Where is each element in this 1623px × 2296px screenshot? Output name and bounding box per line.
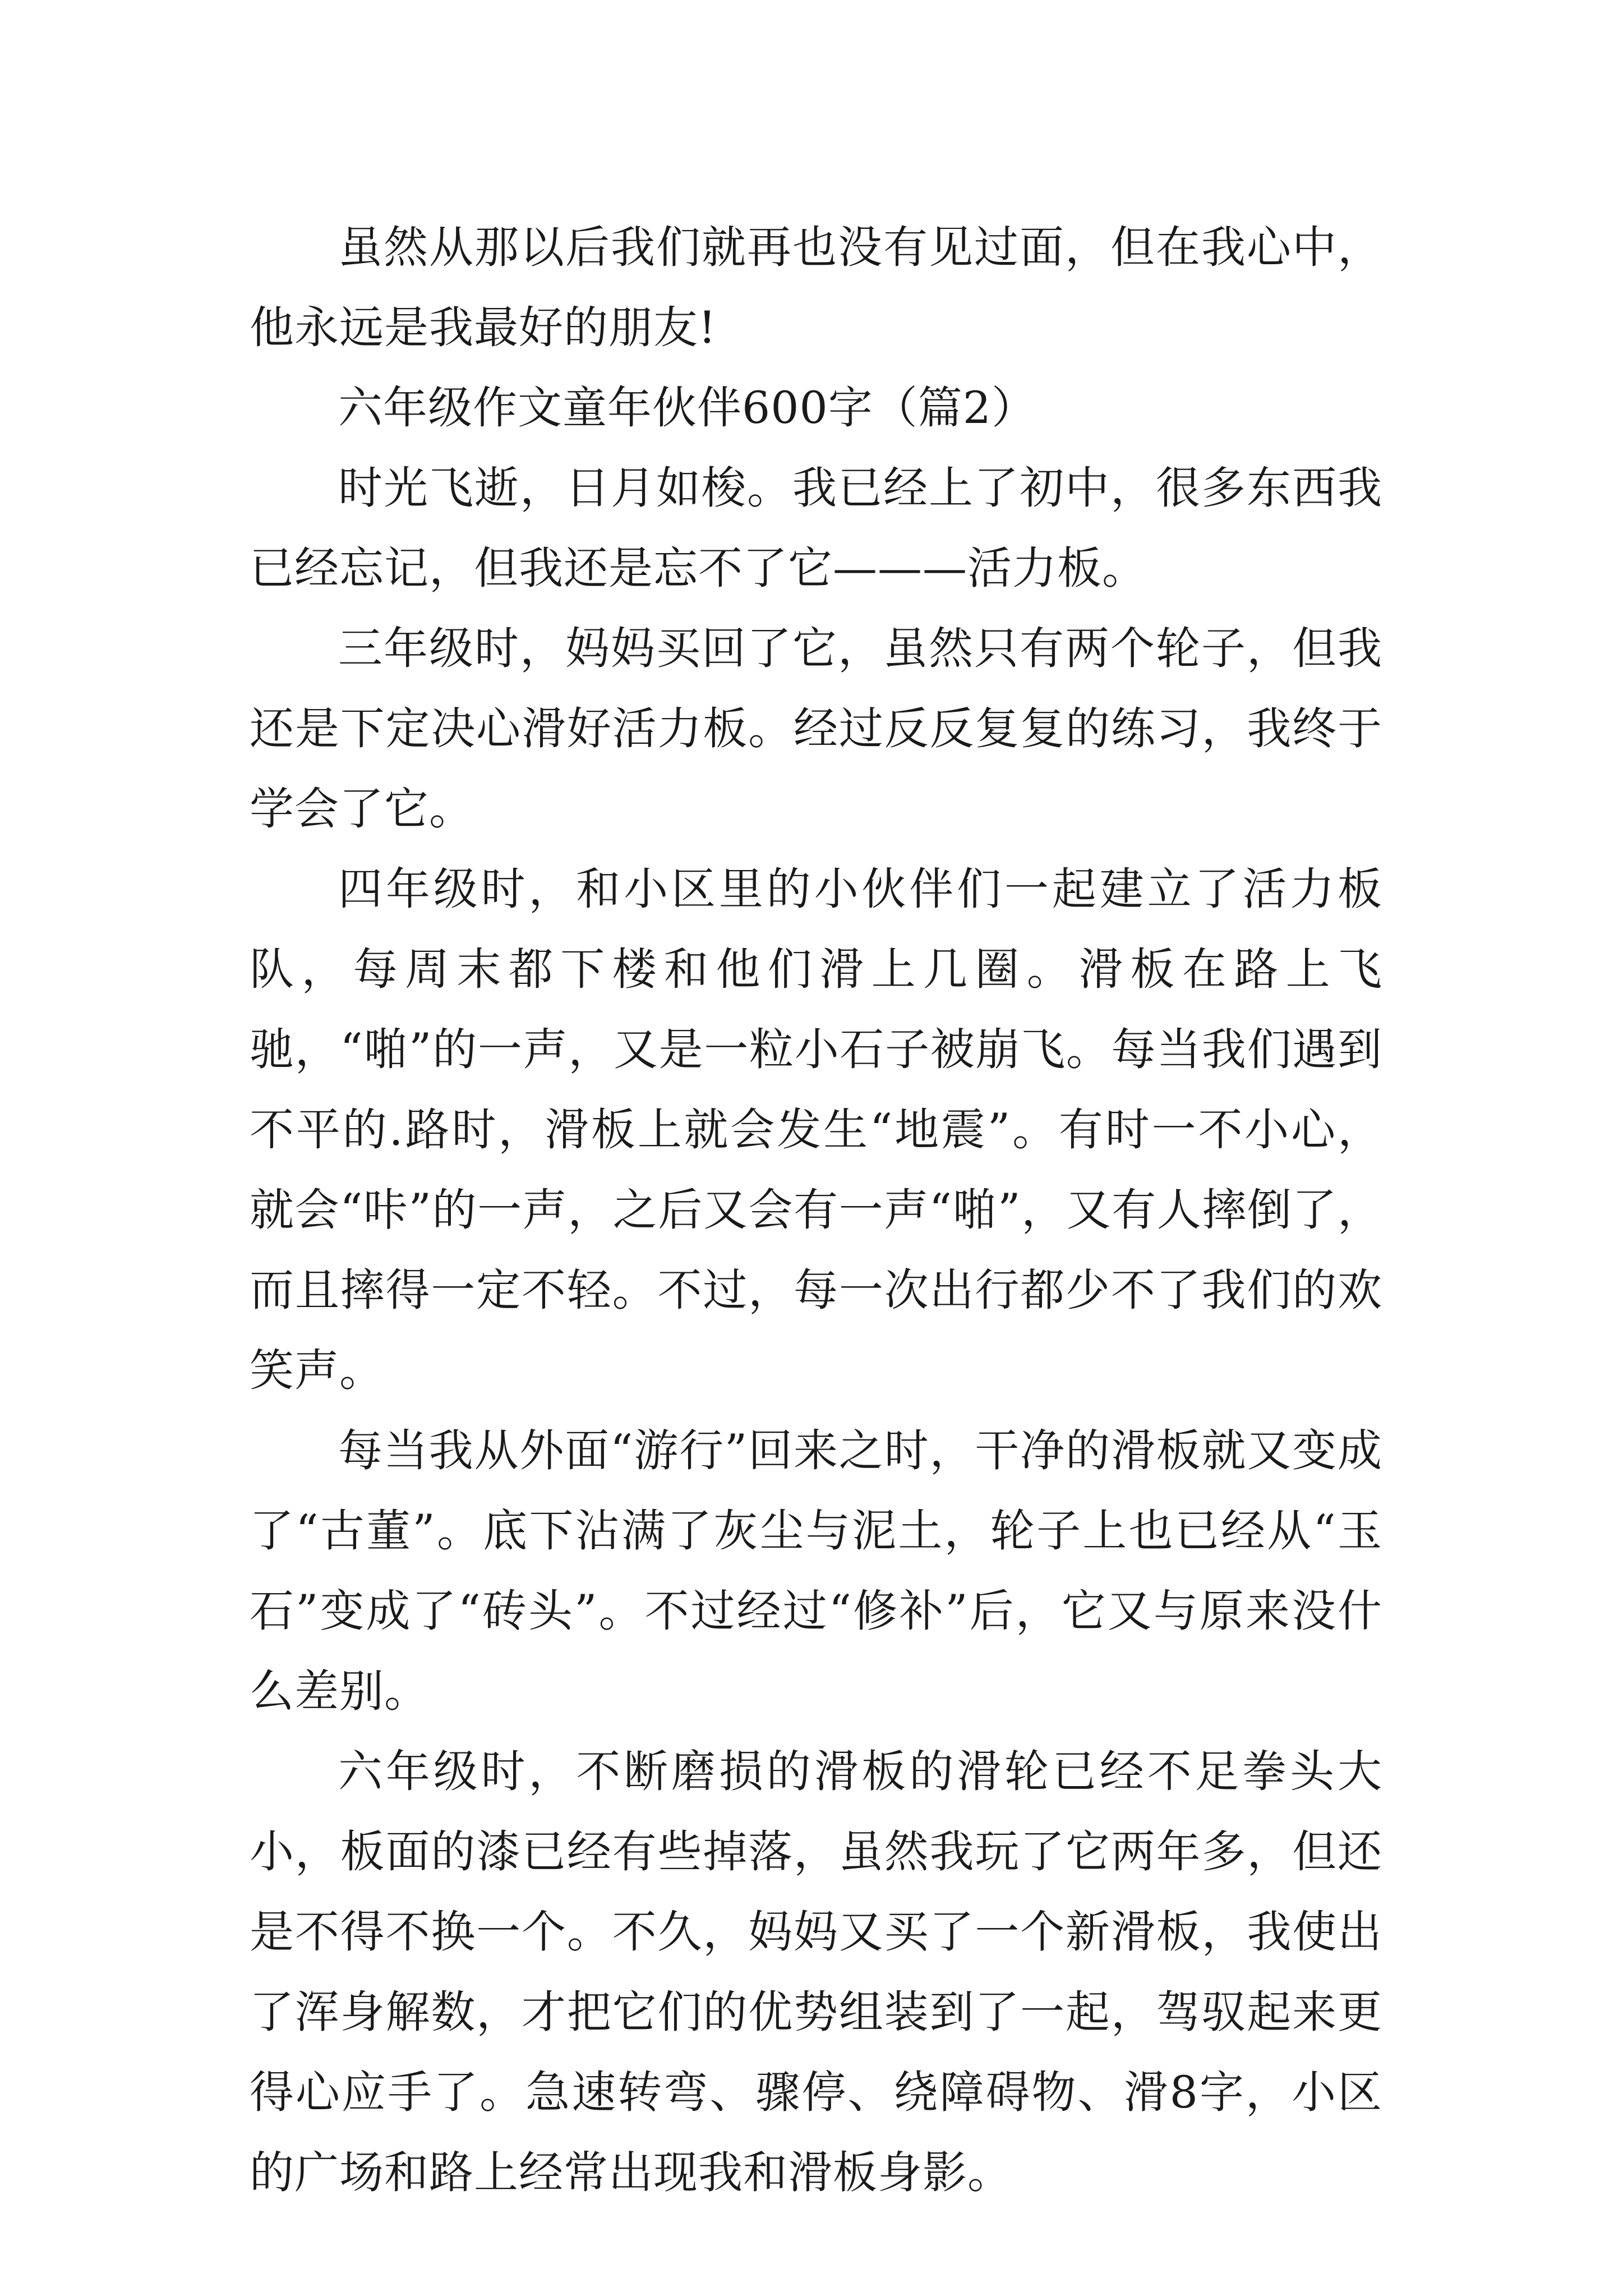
article-body <box>250 208 1382 2213</box>
paragraph-grade-four: 四年级时，和小区里的小伙伴们一起建立了活力板队，每周末都下楼和他们滑上几圈。滑板在路上飞驰，“啪”的一声，又是一粒小石子被崩飞。每当我们遇到不平的.路时，滑板上就会发生“地震”。有时一不小心，就会“咔”的一声，之后又会有一声“啪”，又有人摔倒了，而且摔得一定不轻。不过，每一次出行都少不了我们的欢笑声。 <box>250 863 1382 1396</box>
paragraph-grade-three: 三年级时，妈妈买回了它，虽然只有两个轮子，但我还是下定决心滑好活力板。经过反反复复的练习，我终于学会了它。 <box>250 623 1382 835</box>
paragraph-closing: 虽然从那以后我们就再也没有见过面，但在我心中，他永远是我最好的朋友! <box>250 222 1382 353</box>
paragraph-returning: 每当我从外面“游行”回来之时，干净的滑板就又变成了“古董”。底下沾满了灰尘与泥土，轮子上也已经从“玉石”变成了“砖头”。不过经过“修补”后，它又与原来没什么差别。 <box>250 1425 1382 1717</box>
paragraph-intro: 时光飞逝，日月如梭。我已经上了初中，很多东西我已经忘记，但我还是忘不了它———活力板。 <box>250 462 1382 594</box>
essay-heading: 六年级作文童年伙伴600字（篇2） <box>338 382 1037 434</box>
paragraph-grade-six: 六年级时，不断磨损的滑板的滑轮已经不足拳头大小，板面的漆已经有些掉落，虽然我玩了它两年多，但还是不得不换一个。不久，妈妈又买了一个新滑板，我使出了浑身解数，才把它们的优势组装到了一起，驾驭起来更得心应手了。急速转弯、骤停、绕障碍物、滑8字，小区的广场和路上经常出现我和滑板身影。 <box>250 1746 1382 2198</box>
